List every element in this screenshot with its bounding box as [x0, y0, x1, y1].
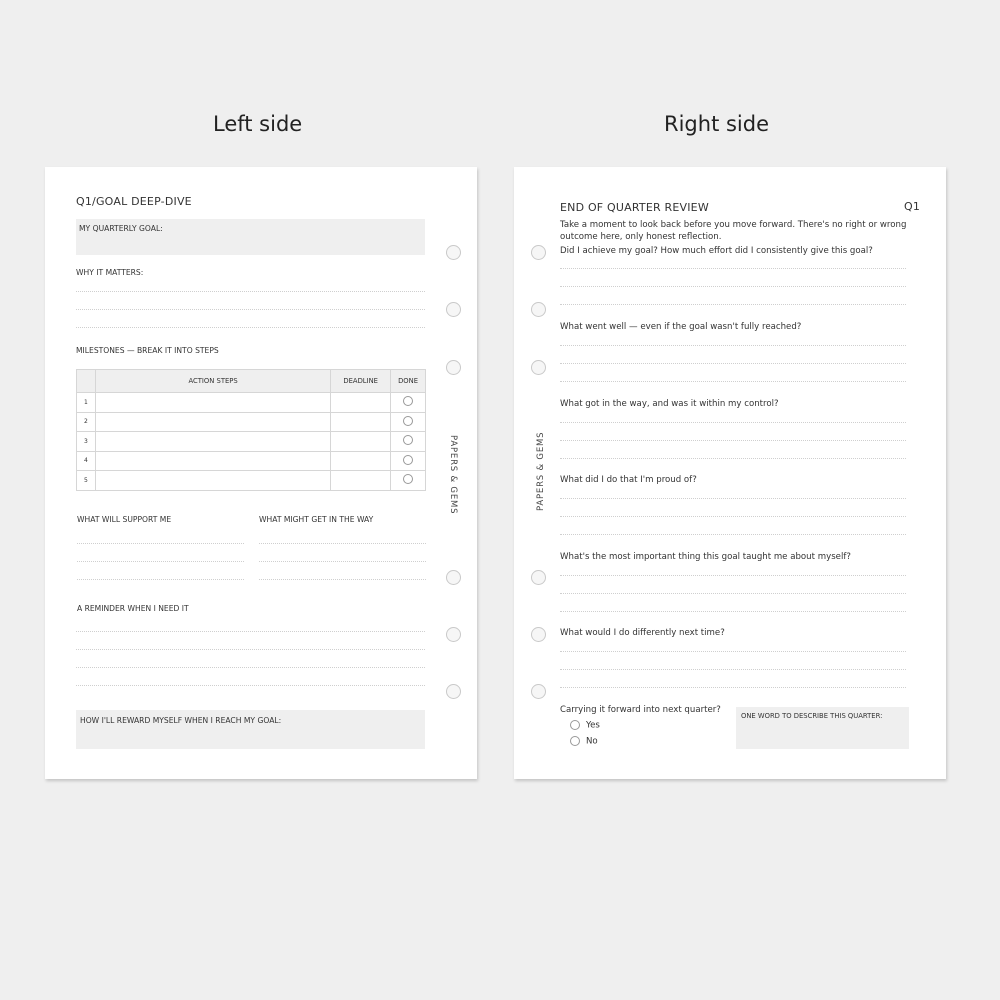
writing-line[interactable] [560, 593, 906, 594]
writing-line[interactable] [77, 579, 244, 580]
left-side-label: Left side [213, 112, 303, 136]
writing-line[interactable] [76, 685, 425, 686]
table-row [77, 412, 426, 432]
done-cell[interactable] [391, 432, 426, 452]
binder-hole-icon [446, 570, 461, 585]
carry-forward-question: Carrying it forward into next quarter? [560, 705, 721, 715]
writing-line[interactable] [560, 422, 906, 423]
table-row [77, 432, 426, 452]
done-checkbox-icon[interactable] [403, 435, 413, 445]
writing-line[interactable] [76, 631, 425, 632]
page-title: Q1/GOAL DEEP-DIVE [76, 195, 192, 208]
no-option[interactable] [570, 736, 598, 747]
binder-hole-icon [446, 360, 461, 375]
radio-circle-icon[interactable] [570, 736, 580, 746]
writing-line[interactable] [560, 687, 906, 688]
binder-hole-icon [531, 360, 546, 375]
writing-line[interactable] [76, 327, 425, 328]
writing-line[interactable] [560, 669, 906, 670]
done-checkbox-icon[interactable] [403, 396, 413, 406]
writing-line[interactable] [76, 667, 425, 668]
intro-text: Take a moment to look back before you move forward. There's no right or wrong outcome here, only honest reflection. [560, 220, 907, 242]
right-side-label: Right side [664, 112, 769, 136]
binder-hole-icon [531, 245, 546, 260]
writing-line[interactable] [560, 575, 906, 576]
quarterly-goal-label: MY QUARTERLY GOAL: [79, 224, 163, 233]
writing-line[interactable] [560, 440, 906, 441]
yes-label: Yes [586, 720, 600, 731]
binder-hole-icon [446, 684, 461, 699]
writing-line[interactable] [76, 309, 425, 310]
quarter-label: Q1 [904, 200, 921, 213]
reward-label: HOW I'LL REWARD MYSELF WHEN I REACH MY GOAL: [80, 716, 282, 725]
table-header-deadline: DEADLINE [331, 370, 391, 393]
binder-hole-icon [531, 302, 546, 317]
done-cell[interactable] [391, 451, 426, 471]
action-step-cell[interactable] [95, 412, 330, 432]
action-step-cell[interactable] [95, 393, 330, 413]
writing-line[interactable] [77, 543, 244, 544]
binder-hole-icon [531, 684, 546, 699]
milestones-label: MILESTONES — BREAK IT INTO STEPS [76, 346, 219, 355]
table-header-number [77, 370, 96, 393]
row-number: 3 [77, 432, 96, 452]
question-text: What got in the way, and was it within my control? [560, 399, 779, 409]
radio-circle-icon[interactable] [570, 720, 580, 730]
deadline-cell[interactable] [331, 393, 391, 413]
action-step-cell[interactable] [95, 432, 330, 452]
right-planner-page [514, 167, 946, 779]
writing-line[interactable] [560, 651, 906, 652]
writing-line[interactable] [259, 561, 426, 562]
writing-line[interactable] [560, 534, 906, 535]
writing-line[interactable] [76, 649, 425, 650]
deadline-cell[interactable] [331, 451, 391, 471]
writing-line[interactable] [77, 561, 244, 562]
question-text: Did I achieve my goal? How much effort did I consistently give this goal? [560, 246, 873, 256]
done-checkbox-icon[interactable] [403, 455, 413, 465]
brand-text: PAPERS & GEMS [448, 435, 458, 515]
table-row [77, 451, 426, 471]
writing-line[interactable] [259, 579, 426, 580]
writing-line[interactable] [560, 268, 906, 269]
writing-line[interactable] [560, 498, 906, 499]
reward-box[interactable] [76, 710, 425, 749]
quarterly-goal-box[interactable] [76, 219, 425, 255]
yes-option[interactable] [570, 720, 600, 731]
action-step-cell[interactable] [95, 451, 330, 471]
binder-hole-icon [446, 627, 461, 642]
left-planner-page [45, 167, 477, 779]
row-number: 5 [77, 471, 96, 491]
deadline-cell[interactable] [331, 432, 391, 452]
table-header-done: DONE [391, 370, 426, 393]
writing-line[interactable] [259, 543, 426, 544]
done-cell[interactable] [391, 471, 426, 491]
reminder-label: A REMINDER WHEN I NEED IT [77, 604, 189, 613]
obstacle-label: WHAT MIGHT GET IN THE WAY [259, 515, 374, 524]
no-label: No [586, 736, 598, 747]
done-cell[interactable] [391, 393, 426, 413]
deadline-cell[interactable] [331, 412, 391, 432]
writing-line[interactable] [76, 291, 425, 292]
binder-hole-icon [446, 302, 461, 317]
page-title: END OF QUARTER REVIEW [560, 201, 709, 214]
writing-line[interactable] [560, 345, 906, 346]
action-step-cell[interactable] [95, 471, 330, 491]
writing-line[interactable] [560, 458, 906, 459]
one-word-label: ONE WORD TO DESCRIBE THIS QUARTER: [741, 712, 883, 720]
support-label: WHAT WILL SUPPORT ME [77, 515, 172, 524]
table-row [77, 393, 426, 413]
table-header-action-steps: ACTION STEPS [95, 370, 330, 393]
milestones-table [76, 369, 426, 491]
one-word-box[interactable] [736, 707, 909, 749]
binder-hole-icon [531, 627, 546, 642]
row-number: 4 [77, 451, 96, 471]
question-text: What went well — even if the goal wasn't fully reached? [560, 322, 802, 332]
table-row [77, 471, 426, 491]
question-text: What did I do that I'm proud of? [560, 475, 697, 485]
row-number: 1 [77, 393, 96, 413]
writing-line[interactable] [560, 381, 906, 382]
why-it-matters-label: WHY IT MATTERS: [76, 268, 144, 277]
question-text: What's the most important thing this goal taught me about myself? [560, 552, 851, 562]
question-text: What would I do differently next time? [560, 628, 725, 638]
writing-line[interactable] [560, 363, 906, 364]
deadline-cell[interactable] [331, 471, 391, 491]
writing-line[interactable] [560, 516, 906, 517]
done-checkbox-icon[interactable] [403, 416, 413, 426]
writing-line[interactable] [560, 304, 906, 305]
done-cell[interactable] [391, 412, 426, 432]
binder-hole-icon [531, 570, 546, 585]
writing-line[interactable] [560, 286, 906, 287]
row-number: 2 [77, 412, 96, 432]
binder-hole-icon [446, 245, 461, 260]
brand-text: PAPERS & GEMS [536, 431, 546, 511]
done-checkbox-icon[interactable] [403, 474, 413, 484]
writing-line[interactable] [560, 611, 906, 612]
